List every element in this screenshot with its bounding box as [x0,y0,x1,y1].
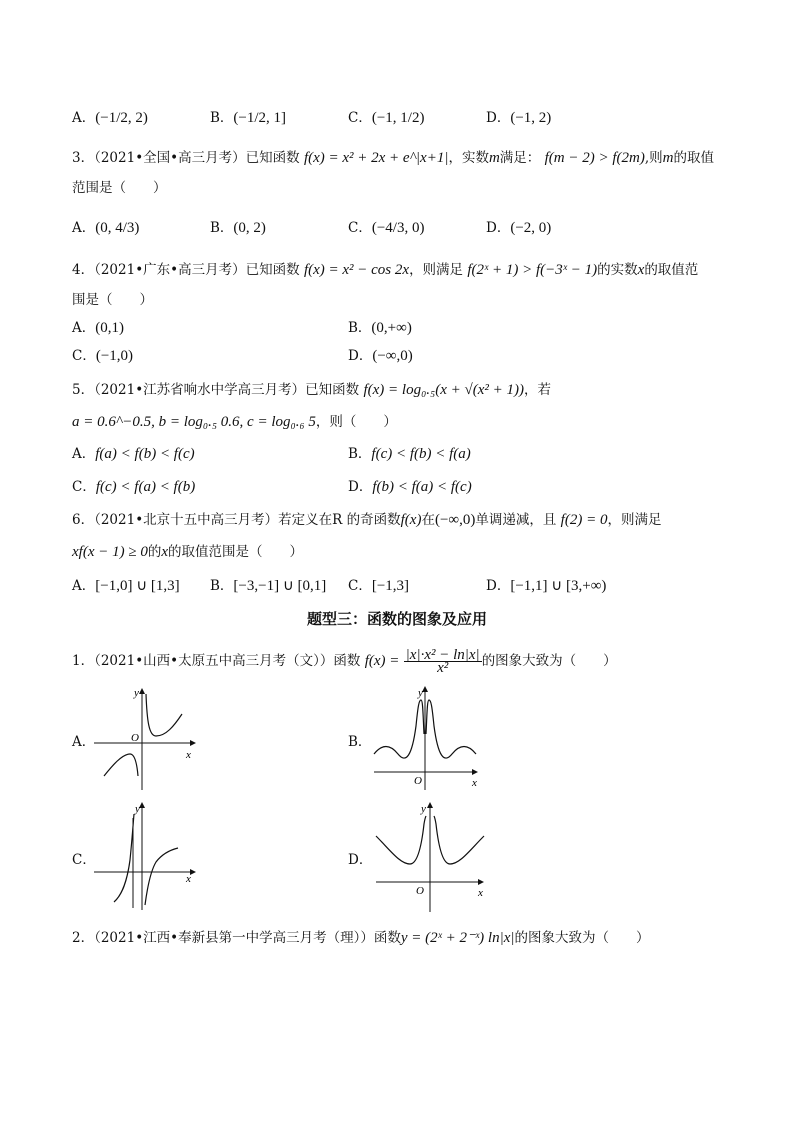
section-heading: 题型三：函数的图象及应用 [306,610,487,628]
curve-right [434,816,484,864]
q5-stem: 5．（2021•江苏省响水中学高三月考）已知函数 f(x) = log₀.₅(x + √(x² + 1))，若 [72,382,552,398]
origin-label: O [414,775,422,787]
x-arrow-icon [190,740,196,746]
q5-option-c[interactable]: C．f(c) < f(a) < f(b) [72,479,196,495]
q6-option-d[interactable]: D．[−1,1] ∪ [3,+∞) [486,578,607,594]
q2-option-a[interactable]: A．(−1/2, 2) [72,110,148,126]
q4-option-c[interactable]: C．(−1,0) [72,348,134,364]
q3-option-c[interactable]: C．(−4/3, 0) [348,220,425,236]
q6-option-a[interactable]: A．[−1,0] ∪ [1,3] [72,578,180,594]
q2-option-d[interactable]: D．(−1, 2) [486,110,552,126]
q3-option-d[interactable]: D．(−2, 0) [486,220,552,236]
y-label: y [135,803,140,815]
s3q1-option-a-graph[interactable] [94,686,198,790]
q6-stem-line2: xf(x − 1) ≥ 0的x的取值范围是（ ） [72,544,303,560]
s3q1-option-c-graph[interactable] [92,800,200,910]
q3-option-b[interactable]: B．(0, 2) [210,220,266,236]
s3q1-option-b-graph[interactable] [368,686,482,790]
y-arrow-icon [139,688,145,694]
curve-left [374,700,424,758]
q6-option-c[interactable]: C．[−1,3] [348,578,410,594]
q4-option-b[interactable]: B．(0,+∞) [348,320,412,336]
curve-right [426,700,476,758]
q5-stem-line2: a = 0.6^−0.5, b = log₀.₅ 0.6, c = log₀.₆ 5，则（ ） [72,414,397,430]
s3q1-fraction: $\frac{\text{|x|·x² − ln|x|}}{\text{x²}}$ [405,647,480,676]
y-arrow-icon [427,802,433,808]
x-label: x [472,777,477,789]
curve-right [145,848,178,905]
q5-option-a[interactable]: A．f(a) < f(b) < f(c) [72,446,195,462]
origin-label: O [416,885,424,897]
x-arrow-icon [472,769,478,775]
q2-option-c[interactable]: C．(−1, 1/2) [348,110,425,126]
y-label: y [134,687,139,699]
q2-option-b[interactable]: B．(−1/2, 1] [210,110,287,126]
x-arrow-icon [190,869,196,875]
s3q1-option-b-label[interactable]: B． [348,734,372,750]
y-arrow-icon [139,802,145,808]
q4-stem-line2: 围是（ ） [72,292,153,308]
q6-option-b[interactable]: B．[−3,−1] ∪ [0,1] [210,578,327,594]
y-label: y [421,803,426,815]
q6-stem: 6．（2021•北京十五中高三月考）若定义在R 的奇函数f(x)在(−∞,0)单调递减，且 f(2) = 0，则满足 [72,512,662,528]
x-label: x [478,887,483,899]
curve-left [104,754,138,776]
origin-label: O [131,732,139,744]
curve-left [376,816,426,864]
y-arrow-icon [422,686,428,692]
q3-stem-line2: 范围是（ ） [72,180,167,196]
q3-stem: 3．（2021•全国•高三月考）已知函数 f(x) = x² + 2x + e^|x+1|，实数m满足： f(m − 2) > f(2m),则m的取值 [72,150,714,166]
curve-right [146,694,182,736]
x-arrow-icon [478,879,484,885]
q3-option-a[interactable]: A．(0, 4/3) [72,220,140,236]
x-label: x [186,749,191,761]
q4-stem: 4．（2021•广东•高三月考）已知函数 f(x) = x² − cos 2x，则满足 f(2ˣ + 1) > f(−3ˣ − 1)的实数x的取值范 [72,262,699,278]
curve-left [114,814,134,902]
q5-option-b[interactable]: B．f(c) < f(b) < f(a) [348,446,471,462]
s3q1-option-c-label[interactable]: C． [72,852,96,868]
x-label: x [186,873,191,885]
s3q1-option-a-label[interactable]: A． [72,734,96,750]
s3q1-option-d-graph[interactable] [370,802,488,912]
q4-option-d[interactable]: D．(−∞,0) [348,348,413,364]
y-label: y [418,687,423,699]
s3q2-stem: 2．（2021•江西•奉新县第一中学高三月考（理））函数y = (2ˣ + 2⁻ˣ) ln|x|的图象大致为（ ） [72,930,650,946]
q5-option-d[interactable]: D．f(b) < f(a) < f(c) [348,479,472,495]
s3q1-stem: 1．（2021•山西•太原五中高三月考（文））函数 f(x) = $\frac{\text{|x|·x² − ln|x|}}{\text{x²}}$ 的图象大致为（ ） [72,647,617,676]
q4-option-a[interactable]: A．(0,1) [72,320,124,336]
s3q1-option-d-label[interactable]: D． [348,852,373,868]
